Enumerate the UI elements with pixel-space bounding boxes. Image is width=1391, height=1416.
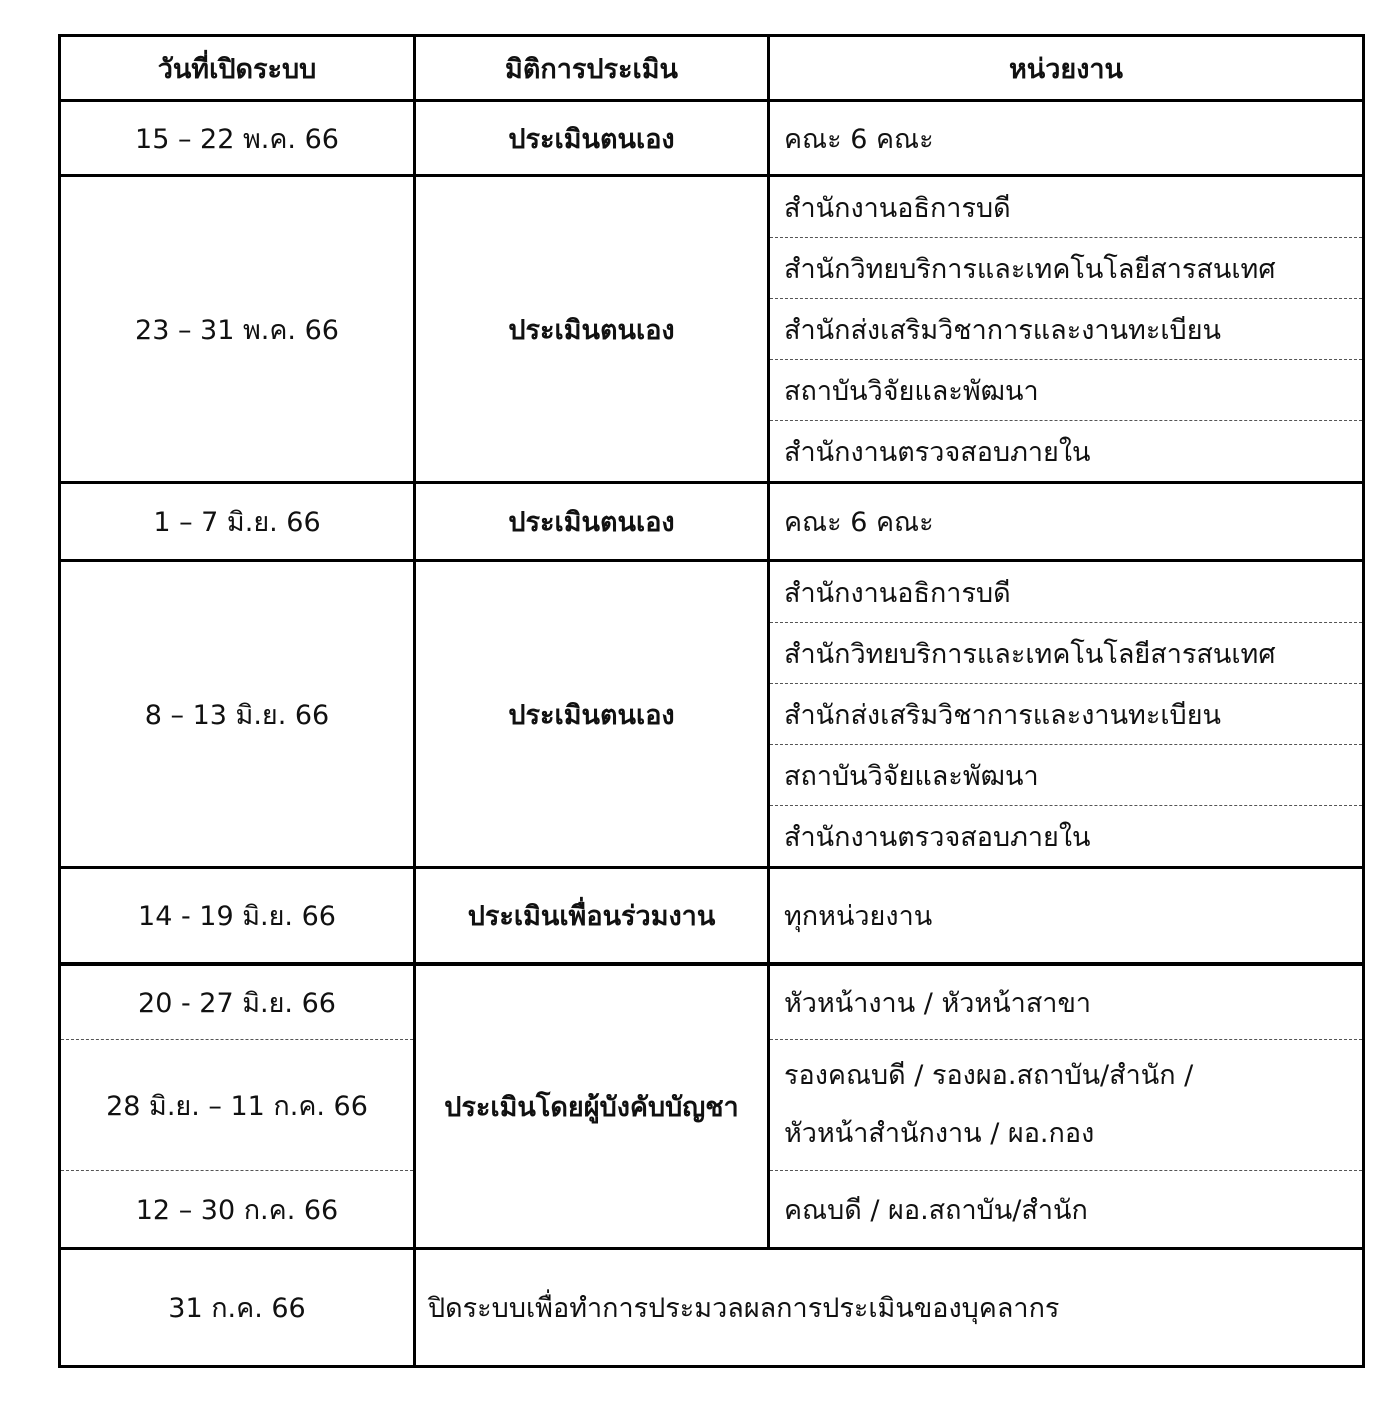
table-row: [60, 101, 1364, 176]
date-cell: 1 – 7 มิ.ย. 66: [60, 483, 415, 561]
unit-cell: คณะ 6 คณะ: [769, 101, 1364, 176]
unit-line: รองคณบดี / รองผอ.สถาบัน/สำนัก /: [784, 1060, 1194, 1091]
date-cell: 23 – 31 พ.ค. 66: [60, 176, 415, 483]
unit-line: หัวหน้าสำนักงาน / ผอ.กอง: [784, 1118, 1095, 1149]
date-cell: 15 – 22 พ.ค. 66: [60, 101, 415, 176]
unit-item: สำนักงานตรวจสอบภายใน: [784, 436, 1091, 468]
closing-text: ปิดระบบเพื่อทำการประมวลผลการประเมินของบุคลากร: [415, 1249, 1364, 1367]
date-cell: 8 – 13 มิ.ย. 66: [60, 561, 415, 868]
unit-list-cell: [769, 1040, 1364, 1171]
unit-item: สำนักส่งเสริมวิชาการและงานทะเบียน: [770, 299, 1362, 360]
header-date: วันที่เปิดระบบ: [60, 36, 415, 101]
dimension-cell: ประเมินตนเอง: [415, 561, 769, 868]
date-cell: 28 มิ.ย. – 11 ก.ค. 66: [60, 1040, 415, 1171]
closing-date: 31 ก.ค. 66: [60, 1249, 415, 1367]
unit-item-multiline: [770, 1040, 1362, 1170]
header-dimension: มิติการประเมิน: [415, 36, 769, 101]
table-row: [60, 964, 1364, 1040]
unit-item: สำนักงานตรวจสอบภายใน: [784, 821, 1091, 853]
unit-item: สำนักส่งเสริมวิชาการและงานทะเบียน: [770, 684, 1362, 745]
unit-list-cell: [769, 176, 1364, 483]
unit-item: สถาบันวิจัยและพัฒนา: [770, 745, 1362, 806]
dimension-cell: ประเมินตนเอง: [415, 483, 769, 561]
header-unit: หน่วยงาน: [769, 36, 1364, 101]
unit-cell: คณะ 6 คณะ: [769, 483, 1364, 561]
unit-list-cell: [769, 561, 1364, 868]
table-row: [60, 483, 1364, 561]
dimension-cell: ประเมินตนเอง: [415, 176, 769, 483]
date-cell: 12 – 30 ก.ค. 66: [60, 1171, 415, 1249]
table-row: [60, 868, 1364, 964]
header-row: [60, 36, 1364, 101]
date-cell: 14 - 19 มิ.ย. 66: [60, 868, 415, 964]
unit-item: สำนักวิทยบริการและเทคโนโลยีสารสนเทศ: [770, 623, 1362, 684]
table-row: [60, 176, 1364, 483]
schedule-table: [58, 34, 1365, 1368]
dimension-cell: ประเมินโดยผู้บังคับบัญชา: [415, 964, 769, 1249]
unit-item: สำนักวิทยบริการและเทคโนโลยีสารสนเทศ: [770, 238, 1362, 299]
table-row: [60, 561, 1364, 868]
unit-cell: ทุกหน่วยงาน: [769, 868, 1364, 964]
unit-cell: หัวหน้างาน / หัวหน้าสาขา: [769, 964, 1364, 1040]
schedule-sheet: [58, 34, 1362, 1382]
unit-item: สถาบันวิจัยและพัฒนา: [770, 360, 1362, 421]
dimension-cell: ประเมินเพื่อนร่วมงาน: [415, 868, 769, 964]
date-cell: 20 - 27 มิ.ย. 66: [60, 964, 415, 1040]
closing-row: [60, 1249, 1364, 1367]
dimension-cell: ประเมินตนเอง: [415, 101, 769, 176]
unit-item: สำนักงานอธิการบดี: [770, 177, 1362, 238]
unit-item: สำนักงานอธิการบดี: [770, 562, 1362, 623]
unit-cell: คณบดี / ผอ.สถาบัน/สำนัก: [769, 1171, 1364, 1249]
